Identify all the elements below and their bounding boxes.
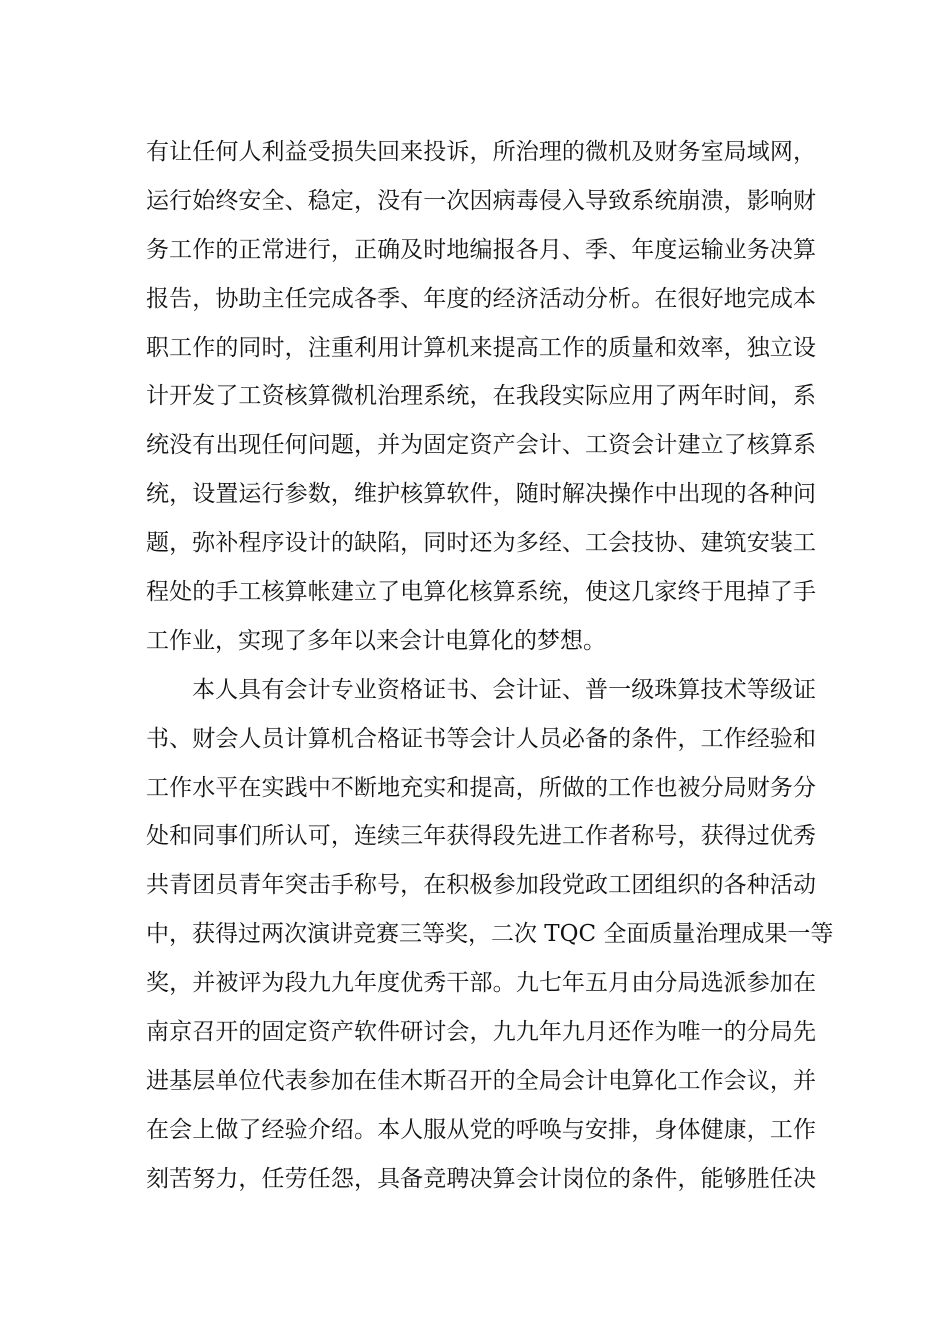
text-line: 运行始终安全、稳定，没有一次因病毒侵入导致系统崩溃，影响财	[146, 187, 816, 214]
text-line: 统没有出现任何问题，并为固定资产会计、工资会计建立了核算系	[146, 432, 816, 459]
text-line: 中，获得过两次演讲竞赛三等奖，二次 TQC 全面质量治理成果一等	[146, 921, 834, 948]
text-line: 报告，协助主任完成各季、年度的经济活动分析。在很好地完成本	[146, 285, 816, 312]
text-line: 南京召开的固定资产软件研讨会，九九年九月还作为唯一的分局先	[146, 1019, 816, 1046]
text-line: 共青团员青年突击手称号，在积极参加段党政工团组织的各种活动	[146, 872, 816, 899]
text-line: 题，弥补程序设计的缺陷，同时还为多经、工会技协、建筑安装工	[146, 530, 816, 557]
text-line: 奖，并被评为段九九年度优秀干部。九七年五月由分局选派参加在	[146, 970, 816, 997]
text-line: 务工作的正常进行，正确及时地编报各月、季、年度运输业务决算	[146, 236, 816, 263]
text-line: 有让任何人利益受损失回来投诉，所治理的微机及财务室局域网，	[146, 139, 816, 165]
text-line: 在会上做了经验介绍。本人服从党的呼唤与安排，身体健康，工作	[146, 1116, 816, 1143]
text-line: 工作水平在实践中不断地充实和提高，所做的工作也被分局财务分	[146, 774, 816, 801]
paragraph-start-line: 本人具有会计专业资格证书、会计证、普一级珠算技术等级证	[192, 676, 816, 703]
paragraph-end-line: 工作业，实现了多年以来会计电算化的梦想。	[146, 627, 606, 654]
text-line: 书、财会人员计算机合格证书等会计人员必备的条件，工作经验和	[146, 725, 816, 752]
text-line: 程处的手工核算帐建立了电算化核算系统，使这几家终于甩掉了手	[146, 579, 816, 606]
text-line: 计开发了工资核算微机治理系统，在我段实际应用了两年时间，系	[146, 383, 816, 410]
text-line: 处和同事们所认可，连续三年获得段先进工作者称号，获得过优秀	[146, 823, 816, 850]
text-line: 刻苦努力，任劳任怨，具备竞聘决算会计岗位的条件，能够胜任决	[146, 1165, 816, 1192]
text-line: 职工作的同时，注重利用计算机来提高工作的质量和效率，独立设	[146, 334, 816, 361]
body-text	[146, 128, 834, 1204]
text-line: 统，设置运行参数，维护核算软件，随时解决操作中出现的各种问	[146, 481, 816, 508]
text-line: 进基层单位代表参加在佳木斯召开的全局会计电算化工作会议，并	[146, 1067, 816, 1094]
